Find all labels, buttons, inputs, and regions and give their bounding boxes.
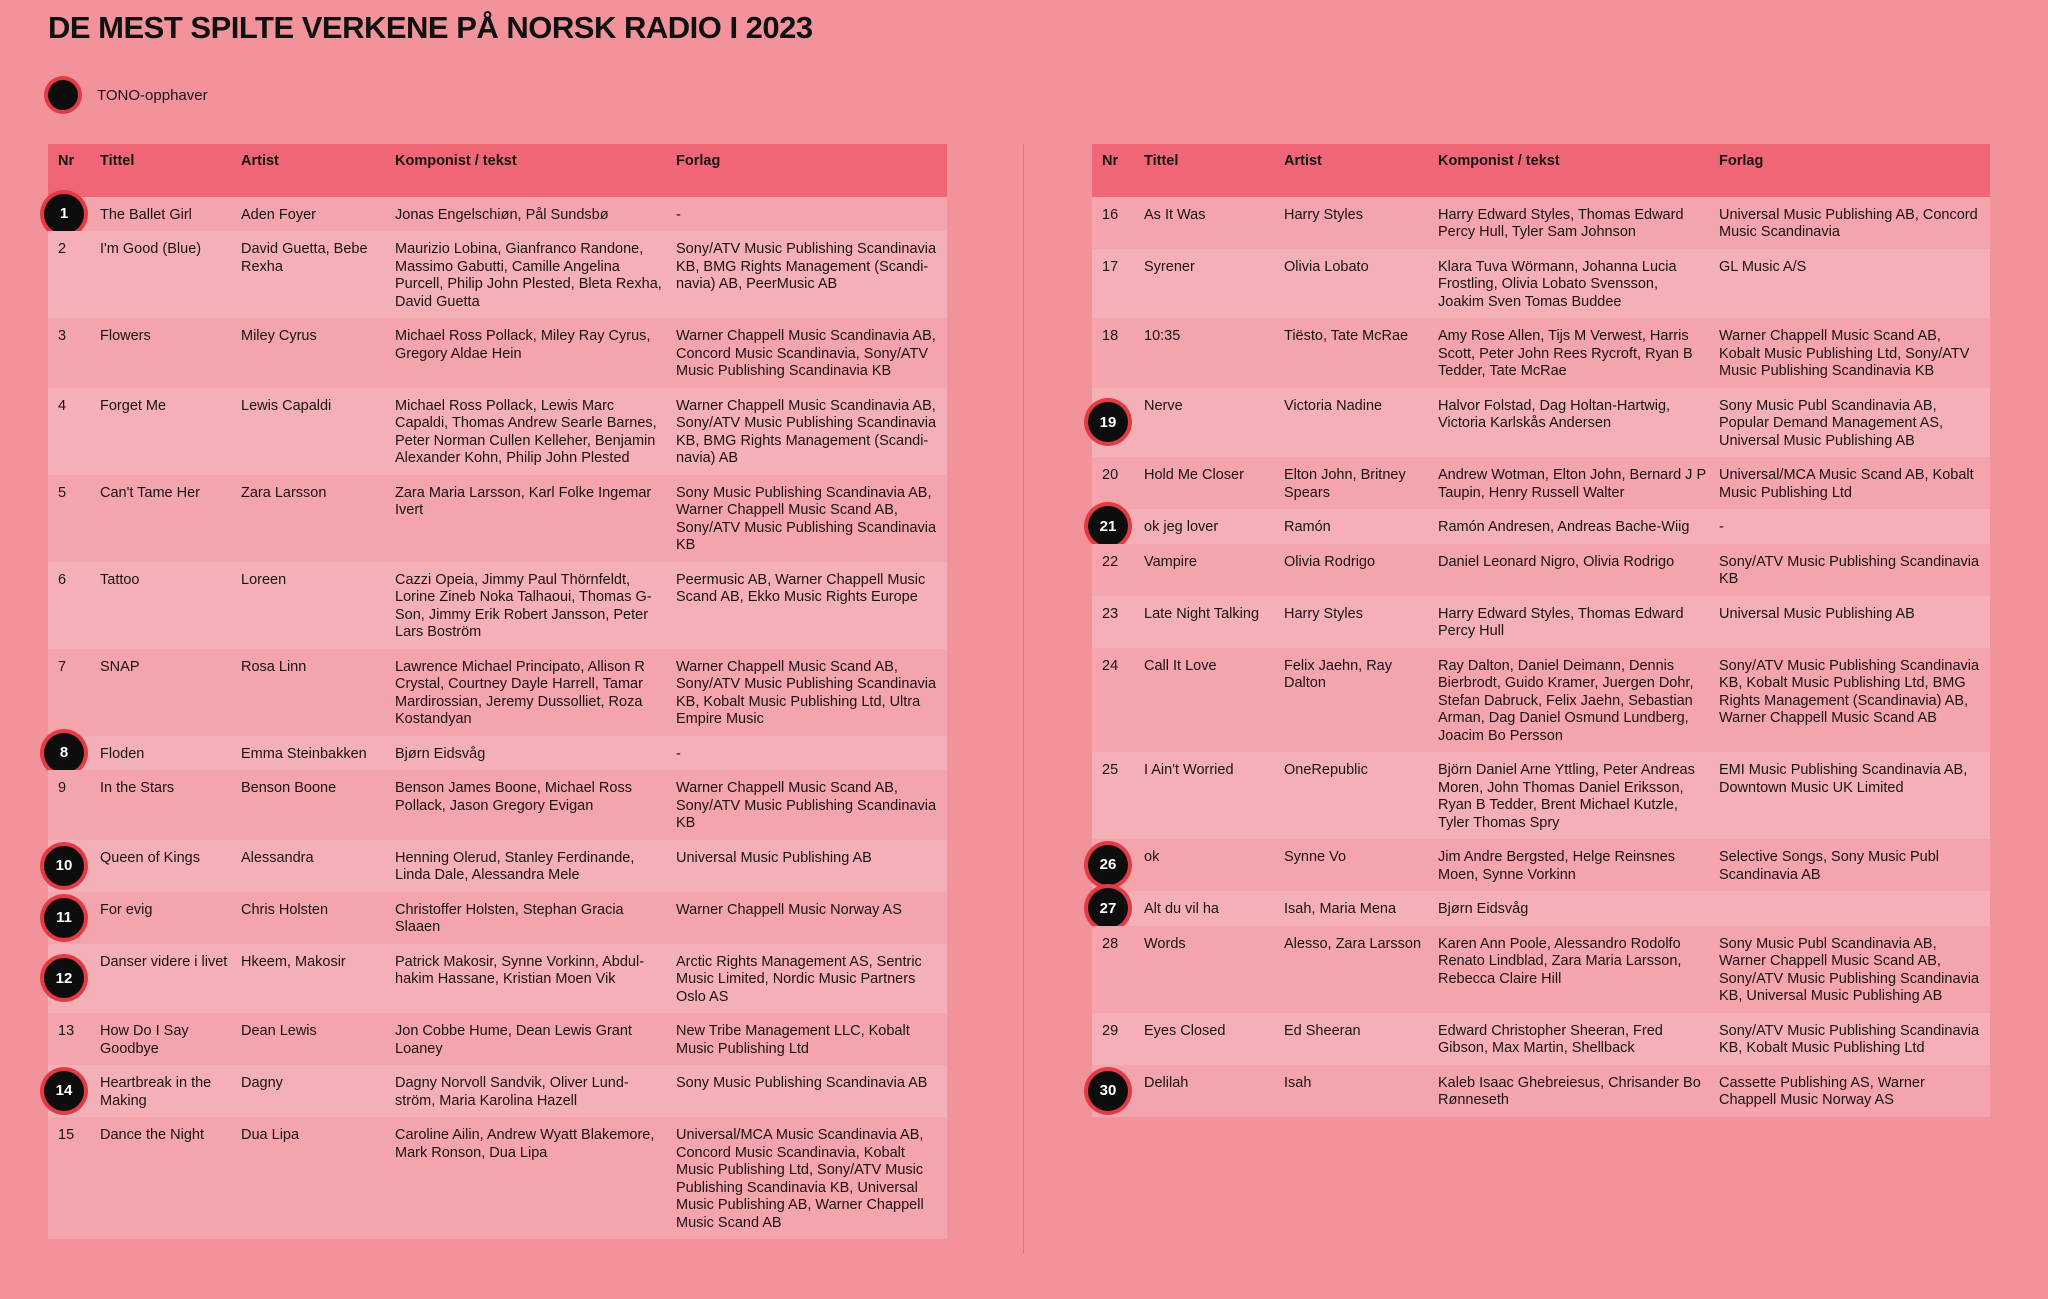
table-row xyxy=(1092,648,1990,753)
cell-tittel: Delilah xyxy=(1138,1065,1278,1117)
tono-legend-dot-icon xyxy=(48,80,78,110)
cell-artist: Harry Styles xyxy=(1278,197,1432,249)
tono-rank-badge: 30 xyxy=(1088,1071,1128,1111)
cell-tittel: As It Was xyxy=(1138,197,1278,249)
cell-tittel: Flowers xyxy=(94,318,235,388)
table-header-row xyxy=(48,144,947,197)
cell-forlag: Warner Chappell Music Scand AB, Kobalt Music Publishing Ltd, Sony/ATV Music Publishing Scandinavia KB xyxy=(1713,318,1990,388)
rank-number: 25 xyxy=(1102,762,1119,778)
cell-nr xyxy=(48,475,94,562)
rank-number: 13 xyxy=(58,1023,75,1039)
cell-tittel: I Ain't Worried xyxy=(1138,752,1278,839)
cell-forlag: Cassette Publishing AS, Warner Chappell Music Norway AS xyxy=(1713,1065,1990,1117)
cell-komponist: Zara Maria Larsson, Karl Folke Ingemar Ivert xyxy=(389,475,670,562)
cell-komponist: Amy Rose Allen, Tijs M Verwest, Harris Scott, Peter John Rees Rycroft, Ryan B Tedder, Tate McRae xyxy=(1432,318,1713,388)
rank-number: 5 xyxy=(58,484,67,501)
rank-number: 18 xyxy=(1102,328,1119,344)
cell-nr xyxy=(48,1065,94,1117)
cell-artist: Lewis Capaldi xyxy=(235,388,389,475)
col-header-artist: Artist xyxy=(235,144,389,197)
cell-tittel: Vampire xyxy=(1138,544,1278,596)
cell-tittel: 10:35 xyxy=(1138,318,1278,388)
cell-tittel: ok jeg lover xyxy=(1138,509,1278,544)
cell-tittel: The Ballet Girl xyxy=(94,197,235,232)
cell-artist: Olivia Rodrigo xyxy=(1278,544,1432,596)
cell-komponist: Harry Edward Styles, Thomas Edward Percy Hull, Tyler Sam Johnson xyxy=(1432,197,1713,249)
cell-tittel: I'm Good (Blue) xyxy=(94,231,235,318)
table-row xyxy=(1092,544,1990,596)
legend-label: TONO-opphaver xyxy=(97,86,208,104)
col-header-komponist: Komponist / tekst xyxy=(1432,144,1713,197)
tono-rank-badge: 21 xyxy=(1088,506,1128,546)
rank-number: 23 xyxy=(1102,605,1119,622)
rank-number: 29 xyxy=(1102,1022,1119,1039)
cell-nr xyxy=(1092,648,1138,753)
cell-artist: Dua Lipa xyxy=(235,1117,389,1239)
cell-artist: Olivia Lobato xyxy=(1278,249,1432,319)
table-row xyxy=(1092,509,1990,544)
table-row xyxy=(1092,388,1990,458)
cell-forlag: - xyxy=(1713,509,1990,544)
table-row xyxy=(1092,318,1990,388)
rank-number: 15 xyxy=(58,1127,75,1143)
cell-tittel: Nerve xyxy=(1138,388,1278,458)
cell-nr xyxy=(1092,926,1138,1013)
cell-komponist: Daniel Leonard Nigro, Olivia Rodrigo xyxy=(1432,544,1713,596)
cell-artist: Loreen xyxy=(235,562,389,649)
cell-komponist: Ramón Andresen, Andreas Bache-Wiig xyxy=(1432,509,1713,544)
tono-rank-badge: 11 xyxy=(44,898,84,938)
column-divider xyxy=(1023,144,1024,1254)
tono-rank-badge: 8 xyxy=(44,733,84,773)
cell-artist: Ed Sheeran xyxy=(1278,1013,1432,1065)
table-row xyxy=(1092,596,1990,648)
cell-komponist: Cazzi Opeia, Jimmy Paul Thörnfeldt, Lorine Zineb Noka Talhaoui, Thomas G-Son, Jimmy Erik Robert Jansson, Peter Lars Boström xyxy=(389,562,670,649)
rank-number: 22 xyxy=(1102,553,1119,570)
cell-komponist: Michael Ross Pollack, Lewis Marc Capaldi, Thomas Andrew Searle Barnes, Peter Norman Cullen Kelleher, Benjamin Alexander Kohn, Philip John Plested xyxy=(389,388,670,475)
cell-forlag: Sony/ATV Music Publishing Scandinavia KB xyxy=(1713,544,1990,596)
cell-komponist: Jon Cobbe Hume, Dean Lewis Grant Loaney xyxy=(389,1013,670,1065)
cell-forlag: Warner Chappell Music Norway AS xyxy=(670,892,947,944)
cell-forlag: Selective Songs, Sony Music Publ Scandinavia AB xyxy=(1713,839,1990,891)
table-row xyxy=(48,840,947,892)
tono-rank-badge: 14 xyxy=(44,1071,84,1111)
cell-komponist: Christoffer Holsten, Stephan Gracia Slaaen xyxy=(389,892,670,944)
rank-number: 16 xyxy=(1102,206,1119,223)
col-header-forlag: Forlag xyxy=(1713,144,1990,197)
table-row xyxy=(48,736,947,771)
cell-forlag: Sony/ATV Music Publishing Scandinavia KB, BMG Rights Management (Scandi-navia) AB, PeerMusic AB xyxy=(670,231,947,318)
cell-forlag: EMI Music Publishing Scandinavia AB, Downtown Music UK Limited xyxy=(1713,752,1990,839)
cell-forlag: Universal Music Publishing AB xyxy=(670,840,947,892)
cell-nr xyxy=(1092,388,1138,458)
cell-nr xyxy=(48,892,94,944)
col-header-nr: Nr xyxy=(1092,144,1138,197)
cell-tittel: Danser videre i livet xyxy=(94,944,235,1014)
col-header-tittel: Tittel xyxy=(94,144,235,197)
cell-artist: Aden Foyer xyxy=(235,197,389,232)
cell-komponist: Benson James Boone, Michael Ross Pollack, Jason Gregory Evigan xyxy=(389,770,670,840)
cell-komponist: Karen Ann Poole, Alessandro Rodolfo Renato Lindblad, Zara Maria Larsson, Rebecca Claire Hill xyxy=(1432,926,1713,1013)
cell-artist: Zara Larsson xyxy=(235,475,389,562)
cell-tittel: Hold Me Closer xyxy=(1138,457,1278,509)
cell-forlag: Sony/ATV Music Publishing Scandinavia KB, Kobalt Music Publishing Ltd, BMG Rights Management (Scandinavia) AB, Warner Chappell Music Scand AB xyxy=(1713,648,1990,753)
cell-forlag: Universal/MCA Music Scand AB, Kobalt Music Publishing Ltd xyxy=(1713,457,1990,509)
table-row xyxy=(48,231,947,318)
cell-tittel: Words xyxy=(1138,926,1278,1013)
cell-nr xyxy=(48,562,94,649)
cell-nr xyxy=(1092,509,1138,544)
cell-komponist: Björn Daniel Arne Yttling, Peter Andreas Moren, John Thomas Daniel Eriksson, Ryan B Tedder, Brent Michael Kutzle, Tyler Thomas Spry xyxy=(1432,752,1713,839)
cell-nr xyxy=(48,840,94,892)
cell-tittel: Syrener xyxy=(1138,249,1278,319)
cell-tittel: Can't Tame Her xyxy=(94,475,235,562)
cell-forlag: Universal Music Publishing AB xyxy=(1713,596,1990,648)
cell-komponist: Caroline Ailin, Andrew Wyatt Blakemore, Mark Ronson, Dua Lipa xyxy=(389,1117,670,1239)
cell-nr xyxy=(1092,752,1138,839)
cell-nr xyxy=(1092,1013,1138,1065)
rank-number: 6 xyxy=(58,571,67,588)
col-header-tittel: Tittel xyxy=(1138,144,1278,197)
rank-number: 4 xyxy=(58,397,67,414)
col-header-forlag: Forlag xyxy=(670,144,947,197)
cell-tittel: Alt du vil ha xyxy=(1138,891,1278,926)
table-row xyxy=(48,944,947,1014)
cell-tittel: ok xyxy=(1138,839,1278,891)
cell-artist: Dean Lewis xyxy=(235,1013,389,1065)
cell-forlag: Warner Chappell Music Scand AB, Sony/ATV Music Publishing Scandinavia KB, Kobalt Music Publishing Ltd, Ultra Empire Music xyxy=(670,649,947,736)
cell-artist: Synne Vo xyxy=(1278,839,1432,891)
cell-forlag: Peermusic AB, Warner Chappell Music Scand AB, Ekko Music Rights Europe xyxy=(670,562,947,649)
cell-komponist: Ray Dalton, Daniel Deimann, Dennis Bierbrodt, Guido Kramer, Juergen Dohr, Stefan Dabruck, Felix Jaehn, Sebastian Arman, Dag Daniel Osmund Lundberg, Joacim Bo Persson xyxy=(1432,648,1713,753)
table-row xyxy=(48,1117,947,1239)
cell-tittel: Heartbreak in the Making xyxy=(94,1065,235,1117)
cell-tittel: Queen of Kings xyxy=(94,840,235,892)
cell-forlag: Universal/MCA Music Scandinavia AB, Concord Music Scandinavia, Kobalt Music Publishing Ltd, Sony/ATV Music Publishing Scandinavia KB, Universal Music Publishing AB, Warner Chappell Music Scand AB xyxy=(670,1117,947,1239)
cell-komponist: Bjørn Eidsvåg xyxy=(1432,891,1713,926)
cell-komponist: Maurizio Lobina, Gianfranco Randone, Massimo Gabutti, Camille Angelina Purcell, Philip John Plested, Bleta Rexha, David Guetta xyxy=(389,231,670,318)
cell-forlag: Warner Chappell Music Scand AB, Sony/ATV Music Publishing Scandinavia KB xyxy=(670,770,947,840)
cell-artist: Isah, Maria Mena xyxy=(1278,891,1432,926)
cell-komponist: Edward Christopher Sheeran, Fred Gibson, Max Martin, Shellback xyxy=(1432,1013,1713,1065)
cell-artist: Rosa Linn xyxy=(235,649,389,736)
cell-nr xyxy=(48,1117,94,1239)
cell-nr xyxy=(48,318,94,388)
chart-table-left xyxy=(48,144,947,1239)
cell-artist: Ramón xyxy=(1278,509,1432,544)
cell-forlag: Sony Music Publishing Scandinavia AB, Warner Chappell Music Scand AB, Sony/ATV Music Publishing Scandinavia KB xyxy=(670,475,947,562)
cell-komponist: Lawrence Michael Principato, Allison R Crystal, Courtney Dayle Harrell, Tamar Mardirossian, Jeremy Dussolliet, Roza Kostandyan xyxy=(389,649,670,736)
cell-komponist: Bjørn Eidsvåg xyxy=(389,736,670,771)
cell-forlag: GL Music A/S xyxy=(1713,249,1990,319)
cell-artist: OneRepublic xyxy=(1278,752,1432,839)
cell-nr xyxy=(48,388,94,475)
cell-artist: Miley Cyrus xyxy=(235,318,389,388)
page-title: DE MEST SPILTE VERKENE PÅ NORSK RADIO I 2023 xyxy=(48,10,813,45)
table-row xyxy=(48,1013,947,1065)
cell-artist: Tiësto, Tate McRae xyxy=(1278,318,1432,388)
cell-artist: Harry Styles xyxy=(1278,596,1432,648)
table-row xyxy=(48,649,947,736)
cell-artist: Hkeem, Makosir xyxy=(235,944,389,1014)
cell-tittel: Dance the Night xyxy=(94,1117,235,1239)
cell-forlag: Warner Chappell Music Scandinavia AB, Concord Music Scandinavia, Sony/ATV Music Publishing Scandinavia KB xyxy=(670,318,947,388)
cell-nr xyxy=(48,1013,94,1065)
cell-tittel: Late Night Talking xyxy=(1138,596,1278,648)
cell-komponist: Kaleb Isaac Ghebreiesus, Chrisander Bo Rønneseth xyxy=(1432,1065,1713,1117)
cell-artist: Benson Boone xyxy=(235,770,389,840)
table-row xyxy=(1092,891,1990,926)
cell-forlag xyxy=(1713,891,1990,926)
cell-artist: Alessandra xyxy=(235,840,389,892)
col-header-komponist: Komponist / tekst xyxy=(389,144,670,197)
cell-artist: Emma Steinbakken xyxy=(235,736,389,771)
cell-tittel: How Do I Say Goodbye xyxy=(94,1013,235,1065)
table-row xyxy=(48,197,947,232)
cell-nr xyxy=(1092,596,1138,648)
cell-forlag: - xyxy=(670,736,947,771)
cell-komponist: Jim Andre Bergsted, Helge Reinsnes Moen, Synne Vorkinn xyxy=(1432,839,1713,891)
cell-nr xyxy=(48,944,94,1014)
cell-tittel: For evig xyxy=(94,892,235,944)
tono-rank-badge: 10 xyxy=(44,846,84,886)
table-row xyxy=(1092,839,1990,891)
tono-rank-badge: 1 xyxy=(44,194,84,234)
cell-tittel: Forget Me xyxy=(94,388,235,475)
cell-komponist: Harry Edward Styles, Thomas Edward Percy Hull xyxy=(1432,596,1713,648)
cell-forlag: - xyxy=(670,197,947,232)
table-row xyxy=(48,318,947,388)
cell-tittel: Eyes Closed xyxy=(1138,1013,1278,1065)
rank-number: 24 xyxy=(1102,657,1119,674)
cell-forlag: Sony/ATV Music Publishing Scandinavia KB, Kobalt Music Publishing Ltd xyxy=(1713,1013,1990,1065)
cell-komponist: Henning Olerud, Stanley Ferdinande, Linda Dale, Alessandra Mele xyxy=(389,840,670,892)
table-row xyxy=(1092,197,1990,249)
cell-artist: Dagny xyxy=(235,1065,389,1117)
cell-forlag: New Tribe Management LLC, Kobalt Music Publishing Ltd xyxy=(670,1013,947,1065)
cell-nr xyxy=(48,770,94,840)
cell-forlag: Arctic Rights Management AS, Sentric Music Limited, Nordic Music Partners Oslo AS xyxy=(670,944,947,1014)
cell-nr xyxy=(1092,1065,1138,1117)
table-header-row xyxy=(1092,144,1990,197)
cell-nr xyxy=(1092,318,1138,388)
cell-forlag: Warner Chappell Music Scandinavia AB, Sony/ATV Music Publishing Scandinavia KB, BMG Rights Management (Scandi-navia) AB xyxy=(670,388,947,475)
cell-nr xyxy=(1092,457,1138,509)
tono-rank-badge: 26 xyxy=(1088,845,1128,885)
cell-nr xyxy=(1092,249,1138,319)
cell-komponist: Dagny Norvoll Sandvik, Oliver Lund-ström, Maria Karolina Hazell xyxy=(389,1065,670,1117)
cell-nr xyxy=(48,736,94,771)
tono-rank-badge: 12 xyxy=(44,958,84,998)
rank-number: 2 xyxy=(58,241,67,257)
cell-forlag: Sony Music Publ Scandinavia AB, Warner Chappell Music Scand AB, Sony/ATV Music Publishing Scandinavia KB, Universal Music Publishing AB xyxy=(1713,926,1990,1013)
cell-forlag: Sony Music Publishing Scandinavia AB xyxy=(670,1065,947,1117)
cell-nr xyxy=(1092,839,1138,891)
cell-artist: Felix Jaehn, Ray Dalton xyxy=(1278,648,1432,753)
table-row xyxy=(1092,926,1990,1013)
table-row xyxy=(1092,1065,1990,1117)
rank-number: 3 xyxy=(58,328,67,344)
tono-rank-badge: 19 xyxy=(1088,402,1128,442)
table-row xyxy=(48,388,947,475)
legend xyxy=(48,80,208,110)
cell-tittel: SNAP xyxy=(94,649,235,736)
cell-nr xyxy=(1092,544,1138,596)
cell-komponist: Halvor Folstad, Dag Holtan-Hartwig, Victoria Karlskås Andersen xyxy=(1432,388,1713,458)
cell-artist: Isah xyxy=(1278,1065,1432,1117)
cell-nr xyxy=(48,231,94,318)
cell-nr xyxy=(1092,197,1138,249)
cell-artist: Elton John, Britney Spears xyxy=(1278,457,1432,509)
col-header-nr: Nr xyxy=(48,144,94,197)
cell-forlag: Sony Music Publ Scandinavia AB, Popular Demand Management AS, Universal Music Publishing AB xyxy=(1713,388,1990,458)
cell-tittel: In the Stars xyxy=(94,770,235,840)
cell-komponist: Klara Tuva Wörmann, Johanna Lucia Frostling, Olivia Lobato Svensson, Joakim Sven Tomas Buddee xyxy=(1432,249,1713,319)
cell-komponist: Patrick Makosir, Synne Vorkinn, Abdul-hakim Hassane, Kristian Moen Vik xyxy=(389,944,670,1014)
table-row xyxy=(48,562,947,649)
cell-artist: Chris Holsten xyxy=(235,892,389,944)
table-row xyxy=(1092,457,1990,509)
table-row xyxy=(1092,249,1990,319)
rank-number: 20 xyxy=(1102,467,1119,483)
rank-number: 7 xyxy=(58,658,67,675)
col-header-artist: Artist xyxy=(1278,144,1432,197)
rank-number: 28 xyxy=(1102,935,1119,952)
cell-tittel: Floden xyxy=(94,736,235,771)
table-row xyxy=(1092,1013,1990,1065)
table-row xyxy=(48,892,947,944)
cell-tittel: Tattoo xyxy=(94,562,235,649)
cell-nr xyxy=(48,649,94,736)
cell-komponist: Michael Ross Pollack, Miley Ray Cyrus, Gregory Aldae Hein xyxy=(389,318,670,388)
table-row xyxy=(48,770,947,840)
cell-komponist: Andrew Wotman, Elton John, Bernard J P Taupin, Henry Russell Walter xyxy=(1432,457,1713,509)
rank-number: 17 xyxy=(1102,258,1119,275)
table-row xyxy=(1092,752,1990,839)
table-row xyxy=(48,475,947,562)
cell-artist: Victoria Nadine xyxy=(1278,388,1432,458)
chart-table-right xyxy=(1092,144,1990,1117)
table-row xyxy=(48,1065,947,1117)
cell-nr xyxy=(1092,891,1138,926)
cell-tittel: Call It Love xyxy=(1138,648,1278,753)
cell-artist: David Guetta, Bebe Rexha xyxy=(235,231,389,318)
cell-artist: Alesso, Zara Larsson xyxy=(1278,926,1432,1013)
rank-number: 9 xyxy=(58,780,67,796)
tono-rank-badge: 27 xyxy=(1088,888,1128,928)
cell-komponist: Jonas Engelschiøn, Pål Sundsbø xyxy=(389,197,670,232)
cell-forlag: Universal Music Publishing AB, Concord Music Scandinavia xyxy=(1713,197,1990,249)
cell-nr xyxy=(48,197,94,232)
